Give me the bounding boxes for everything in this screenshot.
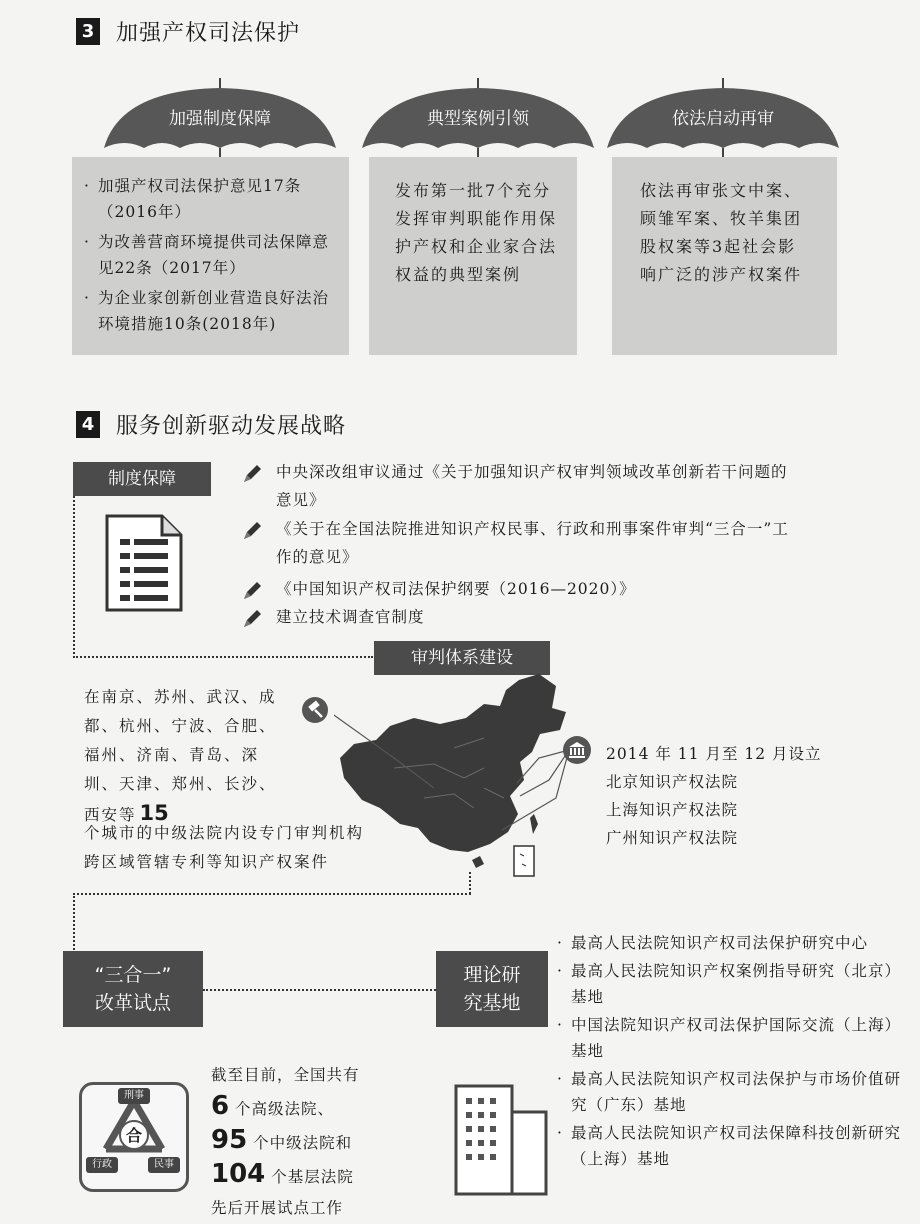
list-item: · 最高人民法院知识产权案例指导研究（北京）基地 [557, 962, 902, 1006]
ip-courts-date: 2014 年 11 月至 12 月设立 [606, 745, 822, 763]
protection-box-3 [612, 157, 837, 355]
list-item: · 加强产权司法保护意见17条（2016年） [84, 177, 302, 221]
system-item-1: 中央深改组审议通过《关于加强知识产权审判领域改革创新若干问题的意见》 [242, 458, 802, 514]
cities-text: 在南京、苏州、武汉、成都、杭州、宁波、合肥、福州、济南、青岛、深圳、天津、郑州、长沙、西安等 15 [84, 688, 277, 825]
dotted-border [73, 496, 75, 658]
pen-icon [242, 579, 264, 601]
list-item: · 最高人民法院知识产权司法保护与市场价值研究（广东）基地 [557, 1070, 902, 1114]
mid-court-count: 95 [211, 1125, 248, 1155]
ip-court-name: 北京知识产权法院 [606, 773, 739, 791]
umbrella-label-3: 依法启动再审 [672, 109, 774, 129]
system-item-2: 《关于在全国法院推进知识产权民事、行政和刑事案件审判“三合一”工作的意见》 [242, 515, 802, 571]
section-title-4: 服务创新驱动发展战略 [116, 414, 347, 439]
china-map [334, 668, 584, 883]
building-icon [452, 1082, 552, 1197]
dotted-border [469, 872, 471, 894]
protection-box-2 [369, 157, 577, 355]
list-item: · 最高人民法院知识产权司法保护研究中心 [557, 934, 869, 952]
protection-box-1 [72, 157, 349, 355]
section-number-4: 4 [76, 411, 100, 438]
pen-icon [242, 462, 264, 484]
dotted-border [203, 989, 436, 991]
umbrella-label-1: 加强制度保障 [169, 109, 271, 129]
triad-right: 民事 [148, 1157, 180, 1173]
section-title-3: 加强产权司法保护 [116, 21, 301, 46]
retrial-text: 依法再审张文中案、顾雏军案、牧羊集团股权案等3起社会影响广泛的涉产权案件 [640, 181, 803, 284]
gavel-icon [301, 696, 329, 724]
system-item-4: 建立技术调查官制度 [242, 603, 802, 631]
basic-court-count: 104 [211, 1159, 266, 1189]
ip-courts-block [606, 740, 822, 852]
triad-top: 刑事 [118, 1088, 150, 1104]
list-item: · 最高人民法院知识产权司法保障科技创新研究（上海）基地 [557, 1124, 902, 1168]
court-building-icon [562, 735, 592, 765]
ip-court-name: 广州知识产权法院 [606, 829, 739, 847]
triad-icon [79, 1082, 189, 1192]
trial-system-label: 审判体系建设 [374, 641, 550, 675]
dotted-border [73, 893, 471, 895]
list-item: · 为改善营商环境提供司法保障意见22条（2017年） [84, 233, 330, 277]
research-base-list [557, 930, 907, 1174]
list-item: · 中国法院知识产权司法保护国际交流（上海）基地 [557, 1016, 902, 1060]
pen-icon [242, 607, 264, 629]
section-number-3: 3 [76, 18, 100, 45]
pilot-reform-label: “三合一” 改革试点 [63, 951, 203, 1027]
typical-cases-text: 发布第一批7个充分发挥审判职能作用保护产权和企业家合法权益的典型案例 [395, 181, 558, 284]
pen-icon [242, 519, 264, 541]
dotted-border [73, 893, 75, 953]
cities-text-continued: 个城市的中级法院内设专门审判机构跨区域管辖专利等知识产权案件 [84, 824, 365, 871]
dotted-border [73, 656, 373, 658]
pilot-stats: 截至目前，全国共有 6 个高级法院、 95 个中级法院和 104 个基层法院 先后开展试点工作 [211, 1066, 360, 1217]
list-item: · 为企业家创新创业营造良好法治环境措施10条(2018年) [84, 289, 330, 333]
document-icon [104, 513, 184, 613]
cities-count: 15 [139, 801, 169, 825]
system-guarantee-label: 制度保障 [73, 462, 211, 496]
high-court-count: 6 [211, 1091, 230, 1121]
triad-center: 合 [125, 1126, 142, 1145]
research-base-label: 理论研 究基地 [436, 951, 548, 1027]
triad-left: 行政 [86, 1157, 118, 1173]
umbrella-label-2: 典型案例引领 [427, 109, 529, 129]
system-item-3: 《中国知识产权司法保护纲要（2016—2020）》 [242, 575, 802, 603]
ip-court-name: 上海知识产权法院 [606, 801, 739, 819]
